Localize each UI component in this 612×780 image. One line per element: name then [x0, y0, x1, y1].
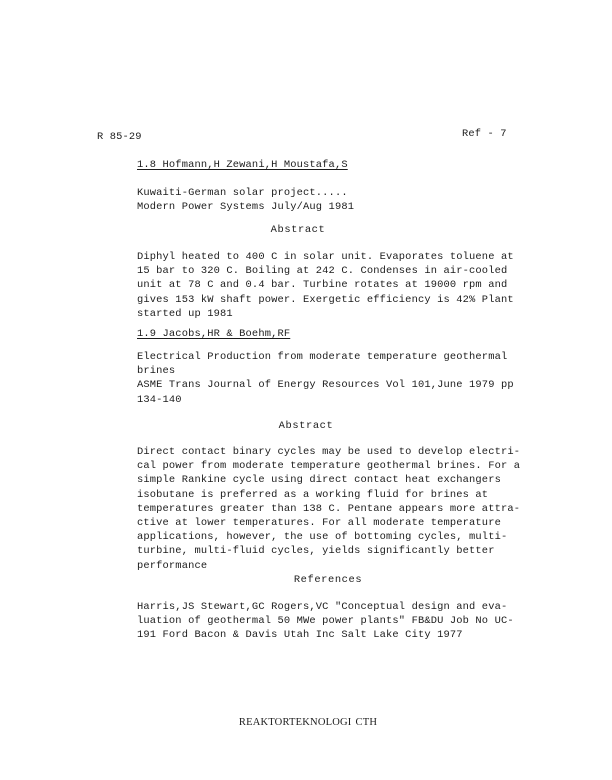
title-line: 134-140: [137, 393, 182, 406]
entry-heading: 1.9 Jacobs,HR & Boehm,RF: [137, 328, 291, 340]
title-line: Electrical Production from moderate temperature geothermal: [137, 351, 508, 363]
abstract-heading: Abstract: [278, 420, 334, 432]
abstract-line: simple Rankine cycle using direct contact heat exchangers: [137, 474, 501, 487]
abstract-line: gives 153 kW shaft power. Exergetic efficiency is 42% Plant: [137, 293, 514, 306]
footer-institution: REAKTORTEKNOLOGI: [238, 717, 352, 728]
abstract-line: temperatures greater than 138 C. Pentane appears more attra-: [137, 502, 521, 515]
page-footer: [0, 717, 612, 728]
footer-university: CTH: [355, 717, 378, 728]
abstract-text: [137, 250, 514, 321]
abstract-line: unit at 78 C and 0.4 bar. Turbine rotates at 19000 rpm and: [137, 279, 508, 292]
title-line: Kuwaiti-German solar project.....: [137, 187, 348, 199]
abstract-line: 15 bar to 320 C. Boiling at 242 C. Condenses in air-cooled: [137, 265, 508, 278]
abstract-line: Direct contact binary cycles may be used to develop electri-: [137, 446, 521, 458]
abstract-line: Diphyl heated to 400 C in solar unit. Evaporates toluene at: [137, 251, 514, 263]
abstract-line: cal power from moderate temperature geothermal brines. For a: [137, 460, 521, 473]
abstract-line: isobutane is preferred as a working fluid for brines at: [137, 488, 489, 501]
title-line: Modern Power Systems July/Aug 1981: [137, 201, 355, 214]
report-id: R 85-29: [97, 131, 142, 143]
reference-line: luation of geothermal 50 MWe power plants" FB&DU Job No UC-: [137, 615, 514, 628]
entry-title: [137, 350, 514, 407]
title-line: brines: [137, 365, 176, 378]
abstract-line: applications, however, the use of bottoming cycles, multi-: [137, 531, 508, 544]
reference-line: Harris,JS Stewart,GC Rogers,VC "Conceptual design and eva-: [137, 601, 508, 613]
abstract-line: started up 1981: [137, 307, 233, 320]
reference-line: 191 Ford Bacon & Davis Utah Inc Salt Lake City 1977: [137, 629, 463, 642]
entry-title: [137, 186, 354, 214]
page-reference: Ref - 7: [462, 128, 507, 140]
references-text: [137, 600, 514, 643]
references-heading: References: [293, 574, 363, 586]
abstract-line: turbine, multi-fluid cycles, yields significantly better: [137, 545, 495, 558]
title-line: ASME Trans Journal of Energy Resources Vol 101,June 1979 pp: [137, 379, 514, 392]
abstract-heading: Abstract: [270, 224, 326, 236]
entry-heading: 1.8 Hofmann,H Zewani,H Moustafa,S: [137, 159, 348, 171]
abstract-line: ctive at lower temperatures. For all moderate temperature: [137, 517, 501, 530]
abstract-text: [137, 445, 520, 573]
abstract-line: performance: [137, 559, 208, 572]
